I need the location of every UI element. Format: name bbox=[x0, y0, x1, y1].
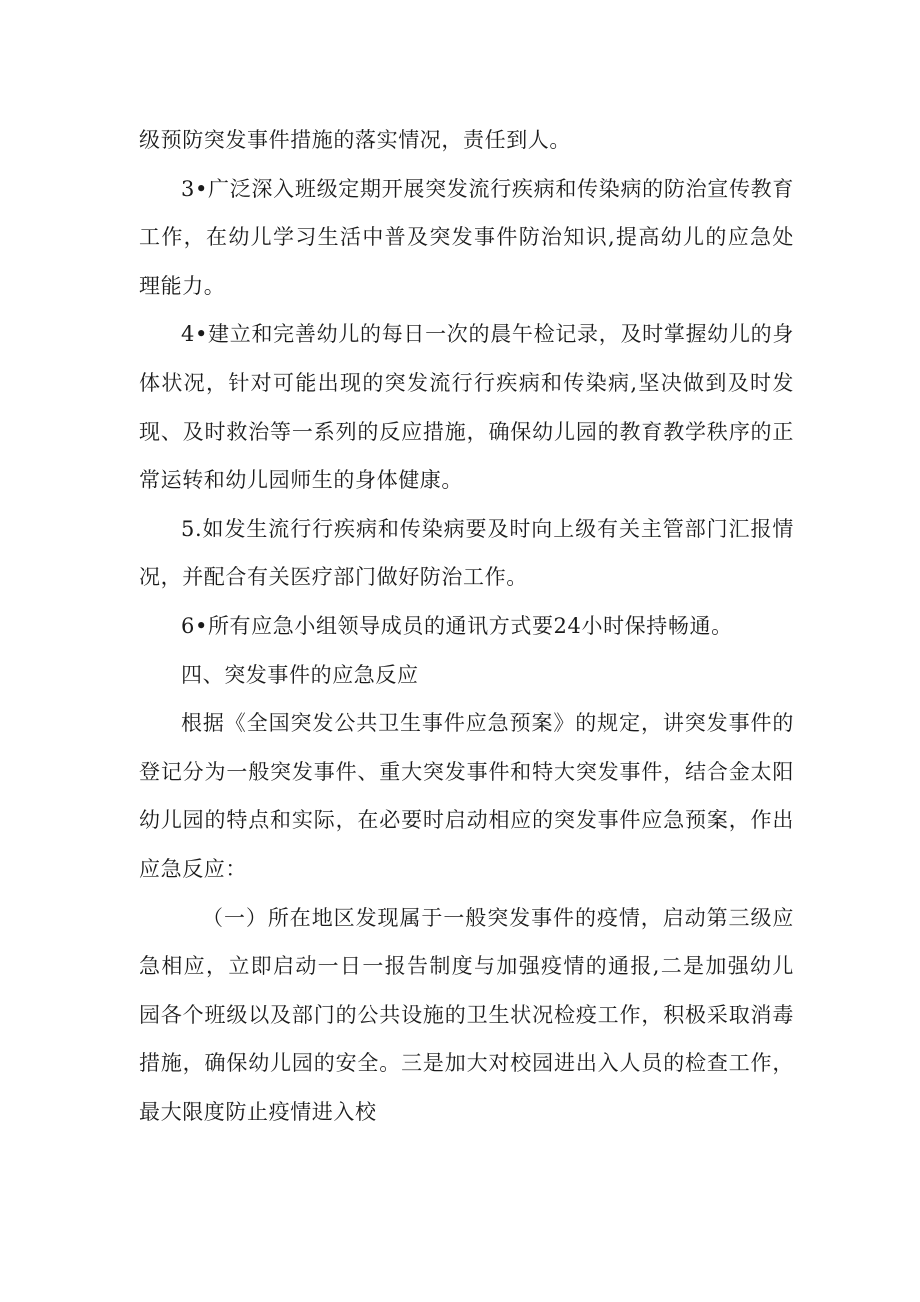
paragraph-item-5: 5.如发生流行行疾病和传染病要及时向上级有关主管部门汇报情况，并配合有关医疗部门做好防治工作。 bbox=[139, 516, 794, 590]
paragraph-item-6: 6•所有应急小组领导成员的通讯方式要24小时保持畅通。 bbox=[181, 613, 733, 638]
paragraph-emergency-plan: 根据《全国突发公共卫生事件应急预案》的规定，讲突发事件的登记分为一般突发事件、重大突发事件和特大突发事件，结合金太阳幼儿园的特点和实际，在必要时启动相应的突发事件应急预案，作出应急反应： bbox=[139, 711, 794, 881]
section-heading-four: 四、突发事件的应急反应 bbox=[181, 662, 419, 687]
paragraph-item-3: 3•广泛深入班级定期开展突发流行疾病和传染病的防治宣传教育工作，在幼儿学习生活中普及突发事件防治知识,提高幼儿的应急处理能力。 bbox=[139, 176, 794, 298]
paragraph-item-4: 4•建立和完善幼儿的每日一次的晨午检记录，及时掌握幼儿的身体状况，针对可能出现的突发流行行疾病和传染病,坚决做到及时发现、及时救治等一系列的反应措施，确保幼儿园的教育教学秩序的正常运转和幼儿园师生的身体健康。 bbox=[139, 322, 794, 493]
document-body bbox=[139, 116, 794, 1136]
paragraph-level-one: （一）所在地区发现属于一般突发事件的疫情，启动第三级应急相应，立即启动一日一报告制度与加强疫情的通报,二是加强幼儿园各个班级以及部门的公共设施的卫生状况检疫工作，积极采取消毒措施，确保幼儿园的安全。三是加大对校园进出入人员的检查工作，最大限度防止疫情进入校 bbox=[139, 905, 794, 1124]
paragraph-continuation: 级预防突发事件措施的落实情况，责任到人。 bbox=[139, 128, 571, 152]
